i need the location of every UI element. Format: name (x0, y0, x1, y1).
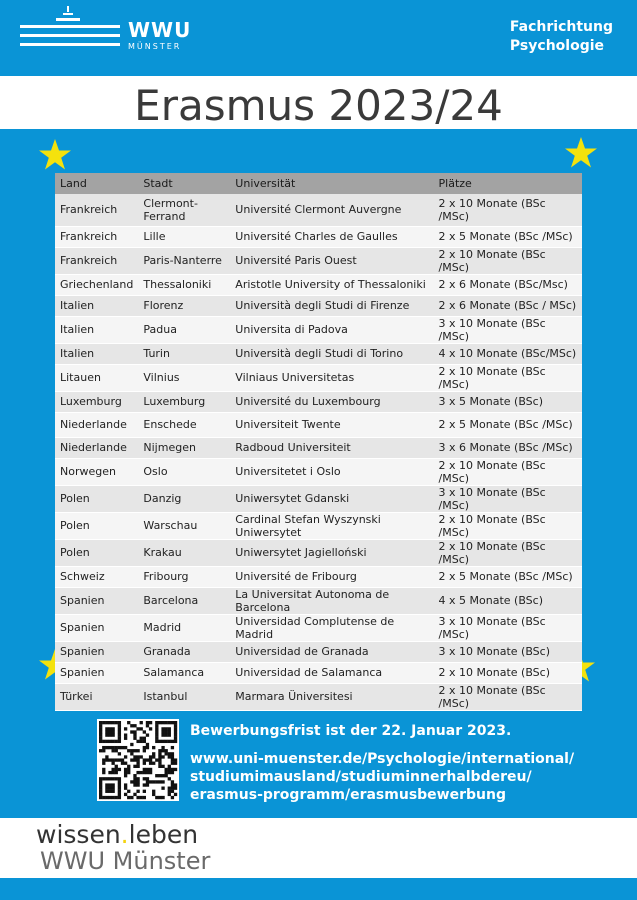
cell-stadt: Clermont- Ferrand (143, 196, 198, 223)
cell-universitaet: La Universitat Autonoma de Barcelona (235, 587, 390, 614)
cell-land: Spanien (60, 621, 105, 634)
cell-universitaet: Universidad Complutense de Madrid (235, 614, 395, 641)
qr-code-icon (97, 719, 179, 801)
logo-text: WWU (128, 18, 192, 42)
cell-universitaet: Universitetet i Oslo (235, 465, 341, 478)
cell-plaetze: 3 x 10 Monate (BSc) (438, 645, 550, 658)
cell-plaetze: 2 x 5 Monate (BSc /MSc) (438, 570, 573, 583)
cell-plaetze: 2 x 5 Monate (BSc /MSc) (438, 418, 573, 431)
cell-plaetze: 3 x 5 Monate (BSc) (438, 395, 543, 408)
table-row (55, 226, 582, 247)
deadline-text: Bewerbungsfrist ist der 22. Januar 2023. (190, 723, 512, 739)
cell-universitaet: Université du Luxembourg (235, 395, 381, 408)
header-plaetze: Plätze (438, 177, 472, 190)
table-row (55, 641, 582, 662)
cell-universitaet: Uniwersytet Gdanski (235, 492, 350, 505)
cell-stadt: Paris-Nanterre (143, 254, 222, 267)
cell-universitaet: Radboud Universiteit (235, 441, 351, 454)
department-label (510, 18, 613, 56)
cell-land: Niederlande (60, 418, 127, 431)
info-block (190, 721, 574, 804)
cell-stadt: Turin (143, 347, 170, 360)
table-row (55, 316, 582, 343)
cell-stadt: Padua (143, 323, 177, 336)
cell-universitaet: Aristotle University of Thessaloniki (235, 278, 426, 291)
table-row (55, 587, 582, 614)
cell-universitaet: Università degli Studi di Firenze (235, 299, 410, 312)
cell-universitaet: Marmara Üniversitesi (235, 690, 353, 703)
application-url[interactable] (190, 750, 574, 804)
cell-stadt: Oslo (143, 465, 168, 478)
department-line-2: Psychologie (509, 38, 605, 54)
cell-universitaet: Cardinal Stefan Wyszynski Uniwersytet (235, 512, 381, 539)
cell-universitaet: Università degli Studi di Torino (235, 347, 404, 360)
table-header-row (55, 173, 582, 194)
cell-land: Frankreich (60, 230, 118, 243)
cell-plaetze: 2 x 10 Monate (BSc /MSc) (438, 364, 546, 391)
cell-land: Polen (60, 546, 90, 559)
cell-plaetze: 2 x 10 Monate (BSc /MSc) (438, 247, 546, 274)
cell-plaetze: 4 x 5 Monate (BSc) (438, 594, 543, 607)
cell-universitaet: Universidad de Granada (235, 645, 369, 658)
cell-land: Niederlande (60, 441, 127, 454)
table-row (55, 437, 582, 458)
cell-plaetze: 3 x 6 Monate (BSc /MSc) (438, 441, 573, 454)
cell-plaetze: 2 x 10 Monate (BSc /MSc) (438, 512, 546, 539)
wwu-logo-icon (20, 6, 120, 56)
cell-plaetze: 2 x 10 Monate (BSc /MSc) (438, 458, 546, 485)
table-row (55, 364, 582, 391)
cell-universitaet: Universita di Padova (235, 323, 348, 336)
cell-plaetze: 3 x 10 Monate (BSc /MSc) (438, 614, 546, 641)
header-bar (0, 0, 637, 76)
cell-land: Norwegen (60, 465, 116, 478)
cell-plaetze: 2 x 10 Monate (BSc /MSc) (438, 539, 546, 566)
table-row (55, 412, 582, 437)
cell-plaetze: 2 x 6 Monate (BSc/Msc) (438, 278, 568, 291)
institution-name: WWU Münster (40, 847, 211, 875)
cell-stadt: Florenz (143, 299, 184, 312)
table-row (55, 512, 582, 539)
cell-stadt: Madrid (143, 621, 182, 634)
cell-land: Italien (60, 323, 95, 336)
cell-stadt: Luxemburg (143, 395, 206, 408)
cell-land: Spanien (60, 645, 105, 658)
cell-land: Türkei (60, 690, 93, 703)
page-title: Erasmus 2023/24 (134, 81, 503, 130)
erasmus-table (55, 173, 582, 711)
cell-stadt: Fribourg (143, 570, 189, 583)
eu-star-icon (38, 138, 72, 172)
header-universitaet: Universität (235, 177, 296, 190)
header-stadt: Stadt (143, 177, 173, 190)
cell-stadt: Krakau (143, 546, 182, 559)
table-row (55, 391, 582, 412)
slogan-part-1: wissen (36, 820, 121, 849)
cell-land: Polen (60, 519, 90, 532)
cell-universitaet: Université Clermont Auvergne (235, 203, 402, 217)
cell-plaetze: 3 x 10 Monate (BSc /MSc) (438, 316, 546, 343)
cell-stadt: Barcelona (143, 594, 199, 607)
logo-subtext: MÜNSTER (128, 42, 182, 51)
cell-plaetze: 4 x 10 Monate (BSc/MSc) (438, 347, 577, 360)
cell-stadt: Thessaloniki (143, 278, 212, 291)
table-row (55, 295, 582, 316)
slogan-dot: . (120, 820, 129, 849)
cell-stadt: Lille (143, 230, 166, 243)
cell-universitaet: Université Paris Ouest (235, 254, 357, 267)
url-line-1: www.uni-muenster.de/Psychologie/international/ (190, 751, 575, 767)
cell-plaetze: 2 x 10 Monate (BSc) (438, 666, 550, 679)
cell-universitaet: Universidad de Salamanca (235, 666, 383, 679)
cell-land: Frankreich (60, 254, 118, 267)
cell-stadt: Enschede (143, 418, 197, 431)
slogan (36, 822, 198, 848)
cell-stadt: Salamanca (143, 666, 205, 679)
table-row (55, 683, 582, 710)
cell-universitaet: Universiteit Twente (235, 418, 341, 431)
cell-land: Italien (60, 347, 95, 360)
cell-universitaet: Université de Fribourg (235, 570, 357, 583)
table-row (55, 274, 582, 295)
cell-land: Schweiz (60, 570, 105, 583)
slogan-part-2: leben (128, 820, 199, 849)
cell-plaetze: 2 x 10 Monate (BSc /MSc) (438, 683, 546, 710)
cell-universitaet: Université Charles de Gaulles (235, 230, 398, 243)
cell-stadt: Nijmegen (143, 441, 196, 454)
cell-land: Griechenland (60, 278, 134, 291)
cell-land: Frankreich (60, 203, 118, 217)
eu-star-icon (564, 136, 598, 170)
cell-land: Luxemburg (60, 395, 122, 408)
cell-land: Polen (60, 492, 90, 505)
table-row (55, 539, 582, 566)
cell-plaetze: 3 x 10 Monate (BSc /MSc) (438, 485, 546, 512)
cell-land: Italien (60, 299, 95, 312)
cell-stadt: Granada (143, 645, 191, 658)
cell-plaetze: 2 x 5 Monate (BSc /MSc) (438, 230, 573, 243)
url-line-2: studiumimausland/studiuminnerhalbdereu/ (190, 769, 532, 785)
table-row (55, 458, 582, 485)
table-row (55, 194, 582, 226)
cell-plaetze: 2 x 6 Monate (BSc / MSc) (438, 299, 577, 312)
table-row (55, 662, 582, 683)
cell-stadt: Warschau (143, 519, 198, 532)
cell-land: Spanien (60, 594, 105, 607)
logo-wordmark (128, 20, 191, 51)
cell-stadt: Danzig (143, 492, 182, 505)
cell-land: Spanien (60, 666, 105, 679)
header-land: Land (60, 177, 87, 190)
cell-plaetze: 2 x 10 Monate (BSc /MSc) (438, 196, 546, 223)
cell-stadt: Istanbul (143, 690, 188, 703)
department-line-1: Fachrichtung (509, 19, 613, 35)
table-row (55, 614, 582, 641)
cell-stadt: Vilnius (143, 371, 180, 384)
cell-land: Litauen (60, 371, 101, 384)
cell-universitaet: Uniwersytet Jagielloński (235, 546, 367, 559)
table-row (55, 247, 582, 274)
table-row (55, 343, 582, 364)
table-row (55, 485, 582, 512)
table-body (55, 194, 582, 710)
cell-universitaet: Vilniaus Universitetas (235, 371, 355, 384)
table-row (55, 566, 582, 587)
url-line-3: erasmus-programm/erasmusbewerbung (190, 787, 506, 803)
